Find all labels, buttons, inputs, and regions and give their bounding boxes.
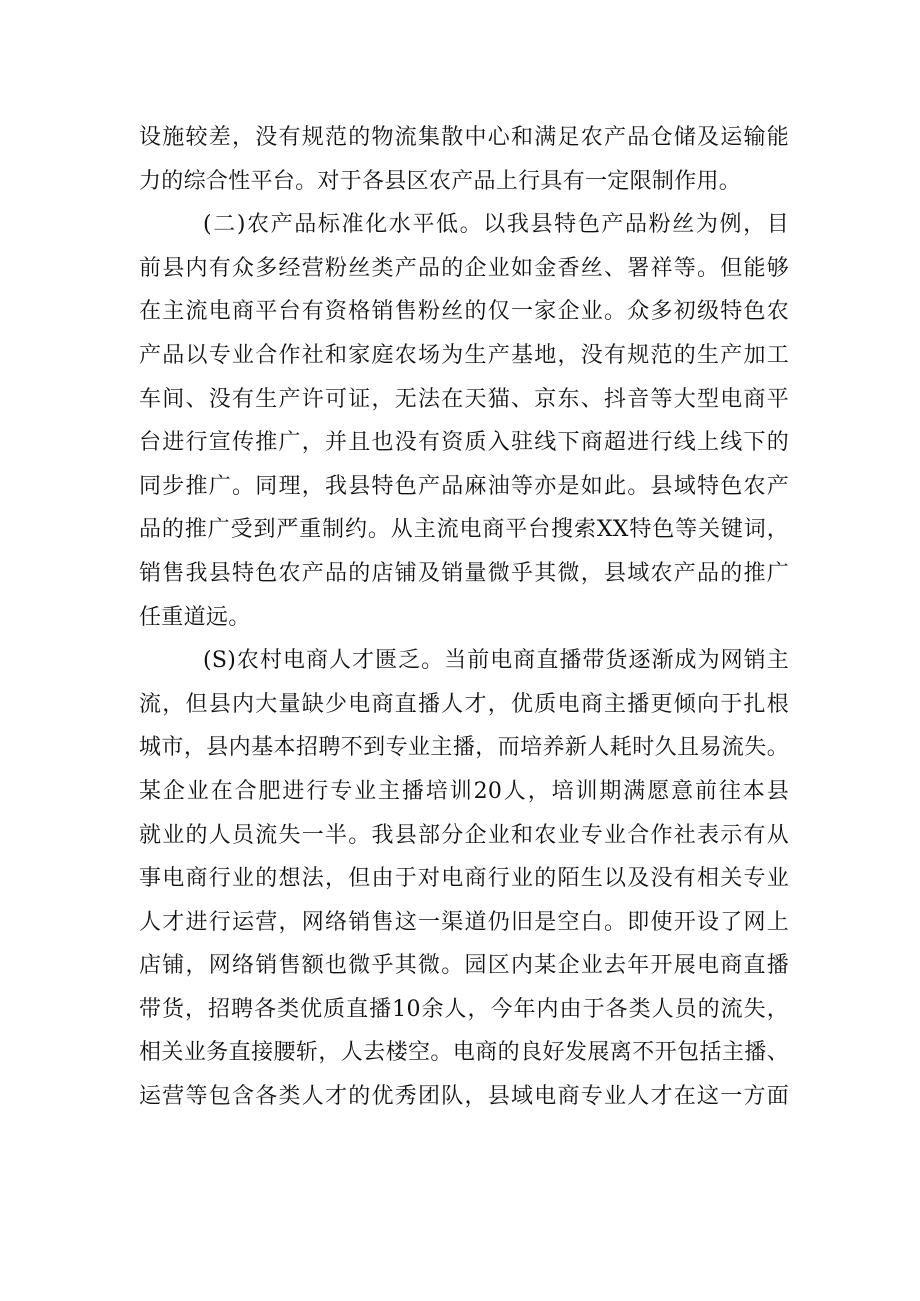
paragraph-3-line-7: 人才进行运营，网络销售这一渠道仍旧是空白。即使开设了网上 (139, 909, 789, 935)
paragraph-3-line-3: 城市，县内基本招聘不到专业主播，而培养新人耗时久且易流失。 (139, 735, 789, 761)
body-text (139, 116, 789, 1119)
paragraph-2-line-5: 车间、没有生产许可证，无法在天猫、京东、抖音等大型电商平 (139, 386, 789, 412)
paragraph-3-line-2: 流，但县内大量缺少电商直播人才，优质电商主播更倾向于扎根 (139, 691, 789, 717)
paragraph-1-line-2: 力的综合性平台。对于各县区农产品上行具有一定限制作用。 (139, 168, 742, 194)
paragraph-2-line-8: 品的推广受到严重制约。从主流电商平台搜索XX特色等关键词， (139, 517, 789, 543)
paragraph-2-line-7: 同步推广。同理，我县特色产品麻油等亦是如此。县域特色农产 (139, 473, 789, 499)
paragraph-2-line-1: (二)农产品标准化水平低。以我县特色产品粉丝为例，目 (203, 212, 789, 238)
paragraph-3-line-5: 就业的人员流失一半。我县部分企业和农业专业合作社表示有从 (139, 822, 789, 848)
paragraph-3-line-9: 带货，招聘各类优质直播10余人，今年内由于各类人员的流失， (139, 996, 789, 1022)
paragraph-2-line-10: 任重道远。 (139, 604, 251, 630)
paragraph-1-line-1: 设施较差，没有规范的物流集散中心和满足农产品仓储及运输能 (139, 125, 789, 150)
paragraph-2-line-3: 在主流电商平台有资格销售粉丝的仅一家企业。众多初级特色农 (139, 299, 789, 325)
paragraph-3-line-10: 相关业务直接腰斩，人去楼空。电商的良好发展离不开包括主播、 (139, 1040, 789, 1066)
paragraph-2-line-4: 产品以专业合作社和家庭农场为生产基地，没有规范的生产加工 (139, 342, 789, 368)
paragraph-2-line-9: 销售我县特色农产品的店铺及销量微乎其微，县域农产品的推广 (139, 560, 789, 586)
paragraph-3-line-4: 某企业在合肥进行专业主播培训20人，培训期满愿意前往本县 (139, 778, 789, 804)
paragraph-3-line-11: 运营等包含各类人才的优秀团队，县域电商专业人才在这一方面 (139, 1084, 789, 1110)
paragraph-3-line-6: 事电商行业的想法，但由于对电商行业的陌生以及没有相关专业 (139, 866, 789, 892)
paragraph-3-line-8: 店铺，网络销售额也微乎其微。园区内某企业去年开展电商直播 (139, 953, 789, 979)
paragraph-3-line-1: (S)农村电商人才匮乏。当前电商直播带货逐渐成为网销主 (203, 648, 789, 674)
paragraph-2-line-6: 台进行宣传推广，并且也没有资质入驻线下商超进行线上线下的 (139, 430, 789, 456)
paragraph-2-line-2: 前县内有众多经营粉丝类产品的企业如金香丝、署祥等。但能够 (139, 255, 789, 281)
